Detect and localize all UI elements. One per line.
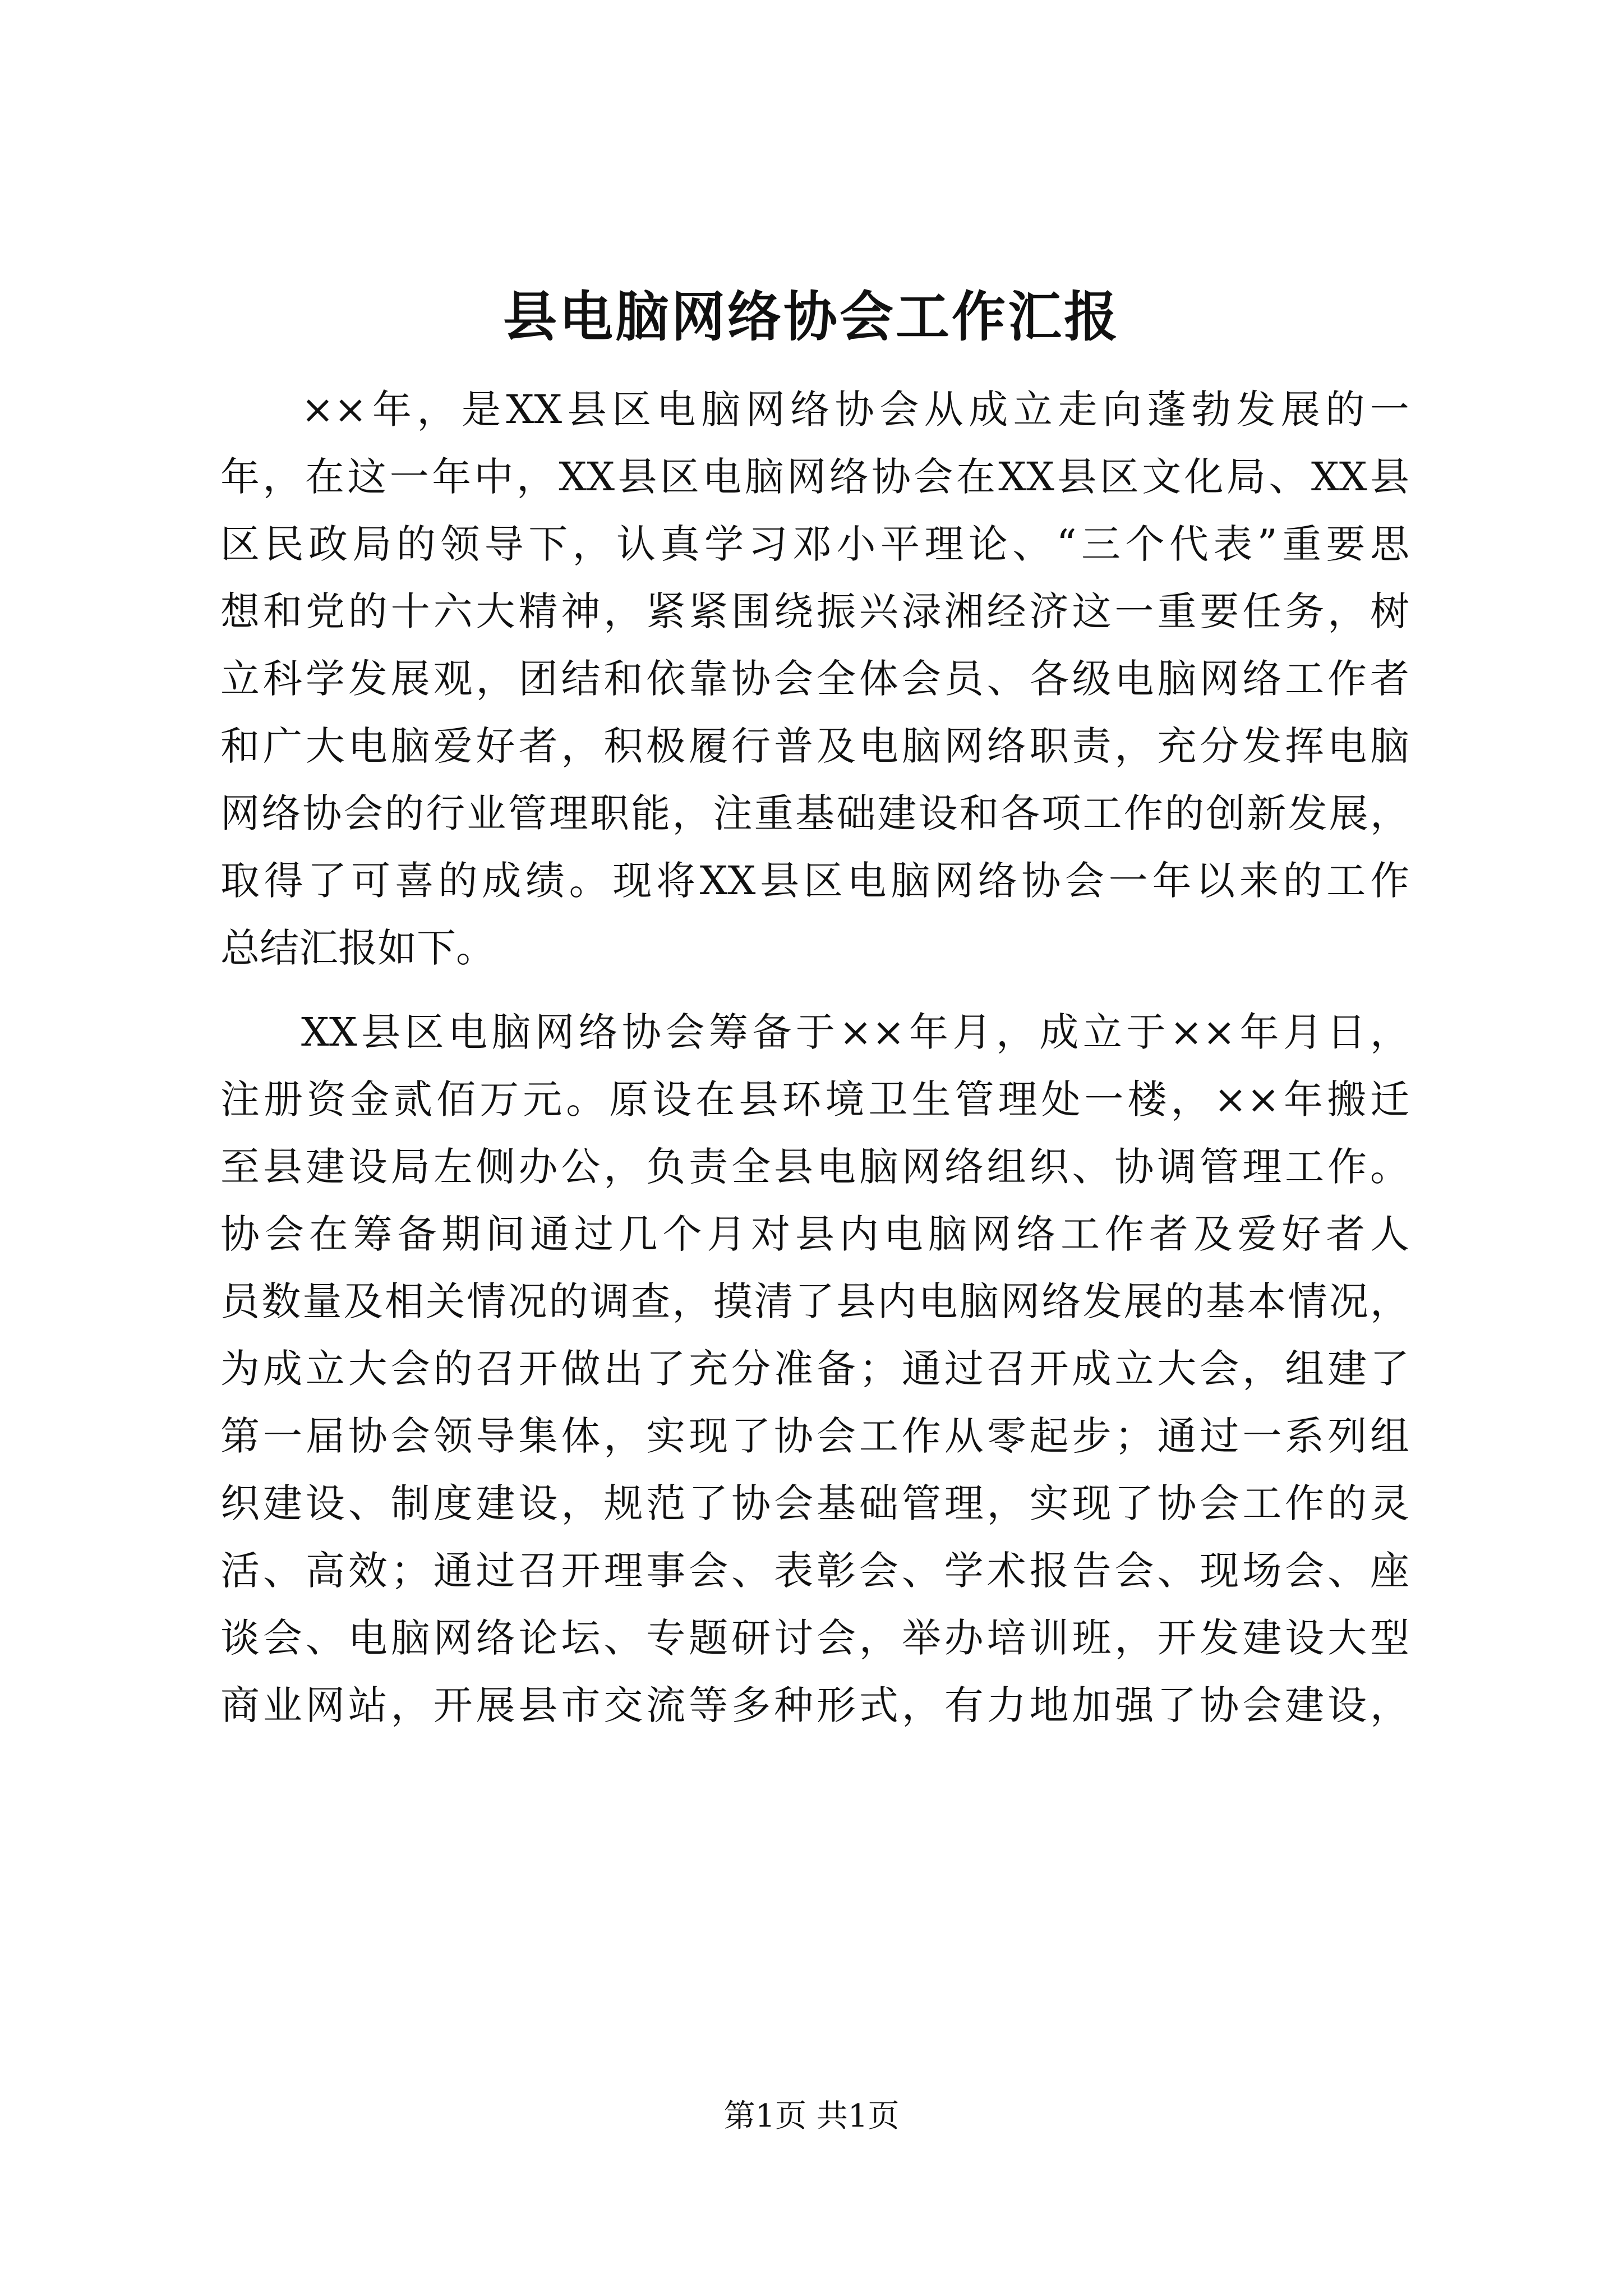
paragraph-1-line-7: 网络协会的行业管理职能，注重基础建设和各项工作的创新发展， [220, 790, 1409, 836]
paragraph-2-line-5: 员数量及相关情况的调查，摸清了县内电脑网络发展的基本情况， [220, 1278, 1409, 1324]
paragraph-2-line-6: 为成立大会的召开做出了充分准备；通过召开成立大会，组建了 [220, 1346, 1409, 1392]
paragraph-1-line-8: 取得了可喜的成绩。现将XX县区电脑网络协会一年以来的工作 [220, 858, 1409, 904]
paragraph-2-line-11: 商业网站，开展县市交流等多种形式，有力地加强了协会建设， [220, 1682, 1409, 1728]
paragraph-1-line-9: 总结汇报如下。 [220, 925, 495, 971]
paragraph-2-line-2: 注册资金贰佰万元。原设在县环境卫生管理处一楼，××年搬迁 [220, 1076, 1409, 1122]
paragraph-1-line-5: 立科学发展观，团结和依靠协会全体会员、各级电脑网络工作者 [220, 656, 1409, 702]
paragraph-1-line-6: 和广大电脑爱好者，积极履行普及电脑网络职责，充分发挥电脑 [220, 723, 1409, 769]
paragraph-2-line-9: 活、高效；通过召开理事会、表彰会、学术报告会、现场会、座 [220, 1548, 1409, 1594]
paragraph-2-line-4: 协会在筹备期间通过几个月对县内电脑网络工作者及爱好者人 [220, 1211, 1409, 1257]
paragraph-2-line-8: 织建设、制度建设，规范了协会基础管理，实现了协会工作的灵 [220, 1480, 1409, 1526]
paragraph-2-line-1: XX县区电脑网络协会筹备于××年月，成立于××年月日， [301, 1009, 1409, 1055]
paragraph-1-line-4: 想和党的十六大精神，紧紧围绕振兴渌湘经济这一重要任务，树 [220, 588, 1409, 634]
paragraph-2-line-7: 第一届协会领导集体，实现了协会工作从零起步；通过一系列组 [220, 1413, 1409, 1459]
document-title: 县电脑网络协会工作汇报 [503, 285, 1120, 348]
page-footer: 第1页 共1页 [723, 2098, 900, 2134]
paragraph-1-line-2: 年，在这一年中，XX县区电脑网络协会在XX县区文化局、XX县 [220, 454, 1409, 500]
paragraph-2-line-10: 谈会、电脑网络论坛、专题研讨会，举办培训班，开发建设大型 [220, 1615, 1409, 1661]
paragraph-2-line-3: 至县建设局左侧办公，负责全县电脑网络组织、协调管理工作。 [220, 1144, 1409, 1190]
paragraph-1-line-1: ××年，是XX县区电脑网络协会从成立走向蓬勃发展的一 [301, 386, 1409, 432]
paragraph-1-line-3: 区民政局的领导下，认真学习邓小平理论、“三个代表”重要思 [220, 521, 1409, 567]
